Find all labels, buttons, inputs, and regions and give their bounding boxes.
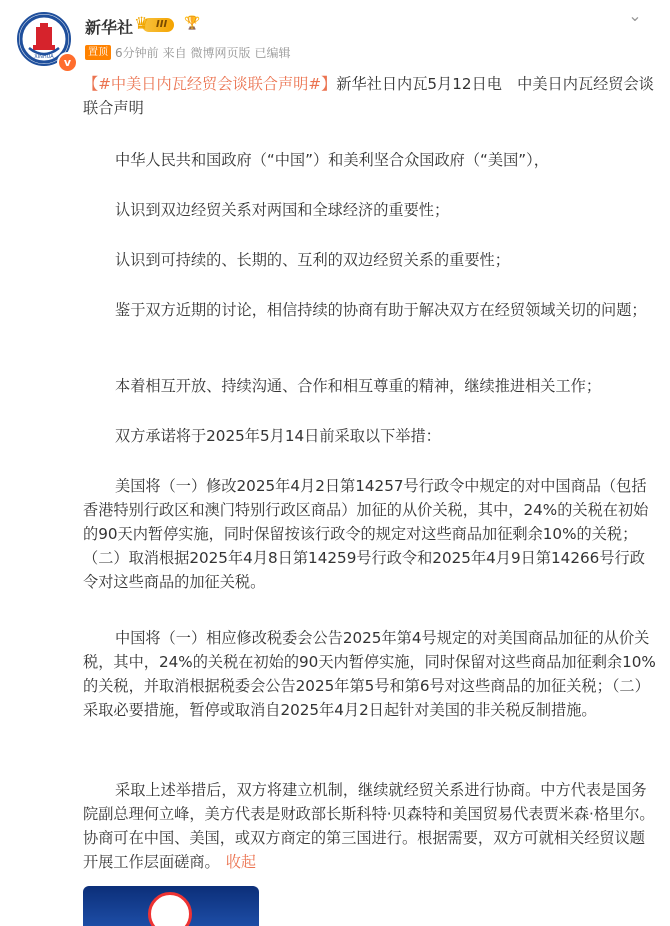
paragraph: 认识到双边经贸关系对两国和全球经济的重要性； (115, 201, 450, 219)
paragraph: 美国将（一）修改2025年4月2日第14257号行政令中规定的对中国商品（包括香港特别行政区和澳门特别行政区商品）加征的从价关税，其中，24%的关税在初始的90天内暂停实施，同时保留按该行政令的规定对这些商品加征剩余10%的关税；（二）取消根据2025年4月8日第14259号行政令和2025年4月9日第14266号行政令对这些商品的加征关税。 (83, 477, 649, 591)
paragraph: 中国将（一）相应修改税委会公告2025年第4号规定的对美国商品加征的从价关税，其中，24%的关税在初始的90天内暂停实施，同时保留对这些商品加征剩余10%的关税，并取消根据税委会公告2025年第5号和第6号对这些商品的加征关税；（二）采取必要措施，暂停或取消自2025年4月2日起针对美国的非关税反制措施。 (83, 629, 656, 719)
account-name[interactable]: 新华社 (85, 18, 134, 37)
edited-label[interactable]: 已编辑 (254, 46, 291, 60)
chevron-down-icon[interactable]: ⌄ (628, 6, 642, 25)
lead-text: 新华社日内瓦5月12日电 中美日内瓦经贸会谈联合声明 (83, 75, 654, 117)
trophy-icon[interactable]: 🏆 (184, 16, 201, 31)
post-lead (83, 72, 658, 120)
verified-icon: v (57, 52, 78, 73)
crown-icon: ♛ (134, 14, 150, 34)
xinhua-logo-icon (148, 892, 192, 926)
post-meta (85, 44, 294, 61)
level-badge[interactable]: III (142, 18, 174, 32)
paragraph-text: 采取上述举措后，双方将建立机制，继续就经贸关系进行协商。中方代表是国务院副总理何立峰，美方代表是财政部长斯科特·贝森特和美国贸易代表贾米森·格里尔。协商可在中国、美国，或双方商定的第三国进行。根据需要，双方可就相关经贸议题开展工作层面磋商。 (83, 781, 655, 871)
post-time[interactable]: 6分钟前 (115, 46, 159, 60)
paragraph-last (83, 778, 658, 874)
avatar-seal-text: XINHUA (34, 54, 54, 60)
paragraph: 鉴于双方近期的讨论，相信持续的协商有助于解决双方在经贸领域关切的问题； (115, 301, 647, 319)
image-thumbnail[interactable] (83, 886, 259, 926)
post-source: 来自 微博网页版 (162, 46, 251, 60)
paragraph: 认识到可持续的、长期的、互利的双边经贸关系的重要性； (115, 251, 510, 269)
pinned-tag: 置顶 (85, 45, 111, 60)
paragraph: 双方承诺将于2025年5月14日前采取以下举措： (115, 427, 441, 445)
post-header (0, 0, 670, 80)
paragraph: 本着相互开放、持续沟通、合作和相互尊重的精神，继续推进相关工作； (115, 377, 601, 395)
paragraph: 中华人民共和国政府（“中国”）和美利坚合众国政府（“美国”）， (115, 151, 549, 169)
collapse-link[interactable]: 收起 (225, 853, 257, 871)
hashtag-link[interactable]: 【#中美日内瓦经贸会谈联合声明#】 (83, 75, 337, 93)
